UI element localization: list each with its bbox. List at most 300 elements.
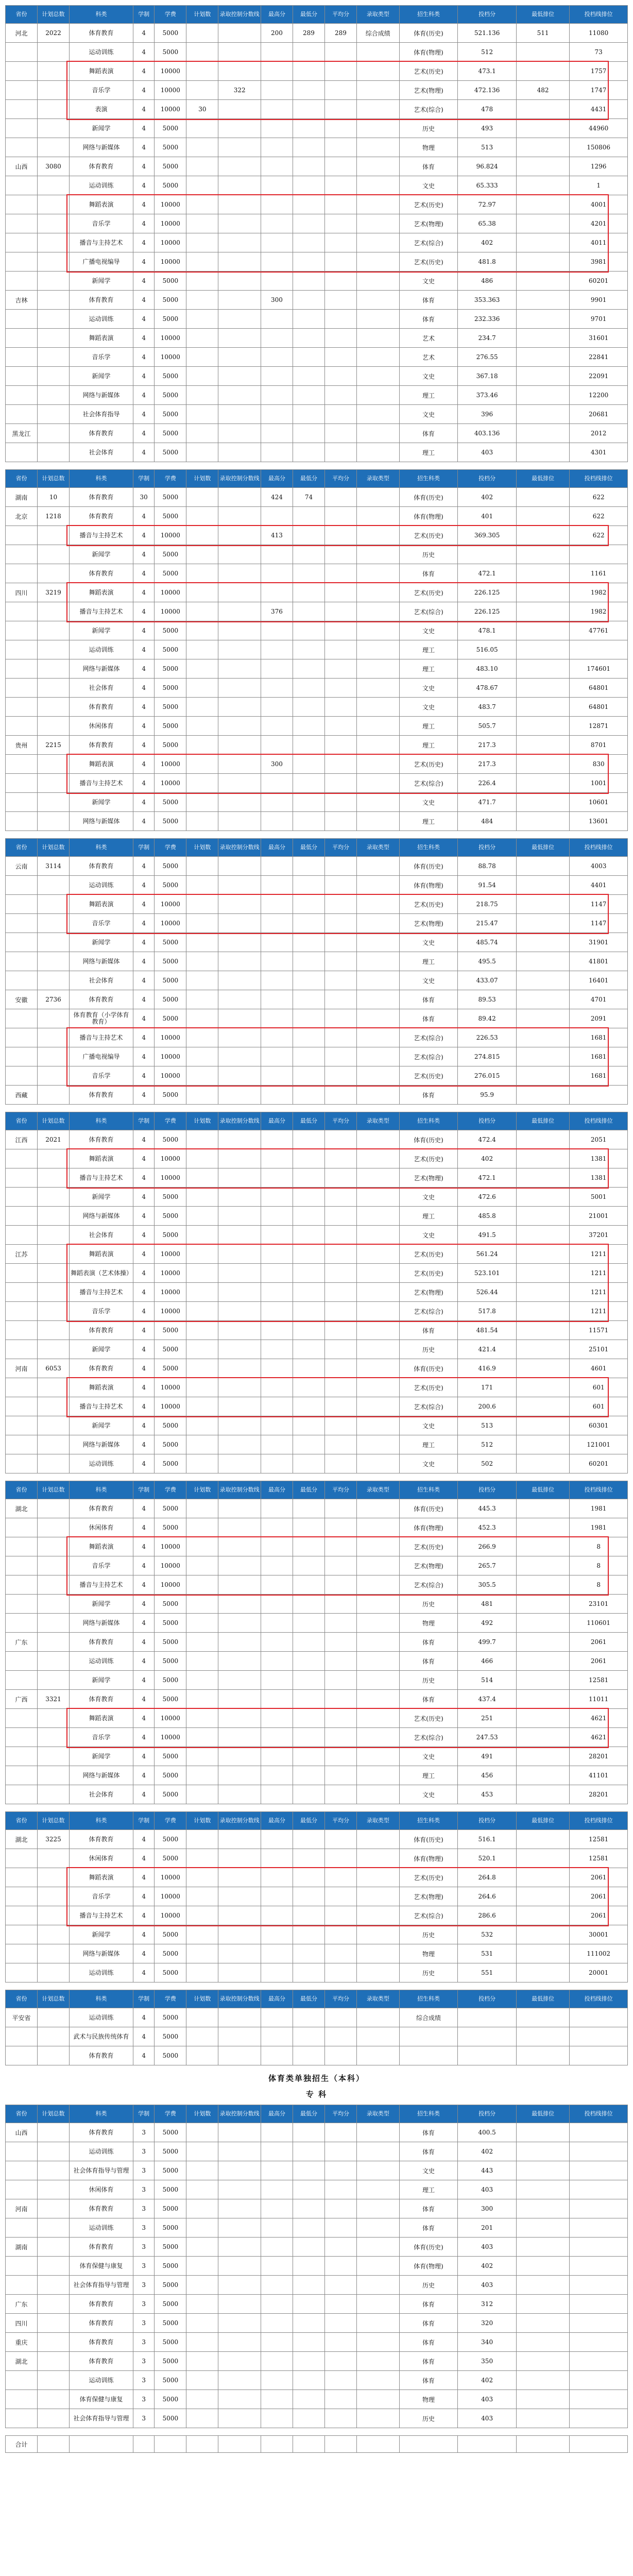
column-header: 录取类型 bbox=[356, 1812, 399, 1830]
table-cell bbox=[324, 1302, 356, 1321]
table-cell: 湖南 bbox=[6, 2238, 38, 2257]
table-cell bbox=[218, 1595, 261, 1614]
column-header: 平均分 bbox=[324, 1812, 356, 1830]
column-header: 省份 bbox=[6, 6, 38, 24]
table-cell bbox=[38, 1302, 70, 1321]
table-cell bbox=[356, 2238, 399, 2257]
table-cell: 4 bbox=[133, 1575, 155, 1595]
table-cell bbox=[261, 1359, 293, 1378]
table-cell bbox=[516, 990, 569, 1009]
table-cell: 体育 bbox=[399, 1086, 458, 1105]
table-cell: 5000 bbox=[155, 1690, 186, 1709]
table-cell: 表演 bbox=[70, 100, 133, 119]
table-cell bbox=[218, 1518, 261, 1537]
table-cell: 山西 bbox=[6, 157, 38, 176]
table-cell: 艺术(物理) bbox=[399, 1556, 458, 1575]
table-cell bbox=[516, 1207, 569, 1226]
table-cell bbox=[293, 793, 324, 812]
table-cell bbox=[261, 1028, 293, 1047]
table-cell bbox=[516, 1066, 569, 1086]
table-cell: 5000 bbox=[155, 1671, 186, 1690]
table-cell bbox=[324, 2123, 356, 2142]
table-cell bbox=[516, 2390, 569, 2409]
table-cell bbox=[570, 2295, 628, 2314]
table-cell: 体育(物理) bbox=[399, 507, 458, 526]
table-cell: 休闲体育 bbox=[70, 1518, 133, 1537]
table-cell: 江苏 bbox=[6, 1245, 38, 1264]
table-cell: 体育 bbox=[399, 291, 458, 310]
table-cell bbox=[324, 1264, 356, 1283]
table-cell bbox=[356, 43, 399, 62]
table-cell: 200.6 bbox=[458, 1397, 517, 1416]
table-cell bbox=[186, 1066, 218, 1086]
table-cell: 5000 bbox=[155, 1130, 186, 1149]
table-row bbox=[6, 119, 628, 138]
column-header: 投档分 bbox=[458, 6, 517, 24]
table-cell: 5000 bbox=[155, 2409, 186, 2428]
table-cell bbox=[293, 367, 324, 386]
table-cell bbox=[218, 1416, 261, 1435]
table-cell: 5000 bbox=[155, 2142, 186, 2161]
table-cell bbox=[6, 1283, 38, 1302]
table-cell bbox=[516, 1321, 569, 1340]
table-cell bbox=[293, 2371, 324, 2390]
table-cell: 艺术(历史) bbox=[399, 895, 458, 914]
admissions-table bbox=[5, 1811, 628, 1982]
table-row bbox=[6, 812, 628, 831]
table-cell bbox=[516, 1747, 569, 1766]
table-cell bbox=[516, 1168, 569, 1188]
table-cell: 艺术(综合) bbox=[399, 233, 458, 252]
table-cell: 421.4 bbox=[458, 1340, 517, 1359]
table-cell: 5000 bbox=[155, 990, 186, 1009]
table-cell: 4 bbox=[133, 1321, 155, 1340]
table-cell: 1218 bbox=[38, 507, 70, 526]
table-cell bbox=[186, 2257, 218, 2276]
table-row bbox=[6, 1709, 628, 1728]
table-cell bbox=[293, 1499, 324, 1518]
table-cell: 5000 bbox=[155, 1188, 186, 1207]
column-header: 学制 bbox=[133, 6, 155, 24]
table-cell bbox=[218, 1849, 261, 1868]
table-cell bbox=[356, 774, 399, 793]
table-cell: 理工 bbox=[399, 1207, 458, 1226]
table-cell bbox=[38, 1575, 70, 1595]
table-cell bbox=[293, 2333, 324, 2352]
admissions-sheet bbox=[5, 5, 628, 2453]
table-cell bbox=[516, 1188, 569, 1207]
table-cell bbox=[293, 1690, 324, 1709]
table-cell bbox=[261, 1785, 293, 1804]
block-zhuanke bbox=[5, 2105, 628, 2428]
table-cell bbox=[570, 2333, 628, 2352]
table-cell bbox=[516, 348, 569, 367]
table-cell bbox=[261, 2390, 293, 2409]
table-cell bbox=[186, 1047, 218, 1066]
table-cell bbox=[324, 2295, 356, 2314]
table-cell bbox=[324, 1690, 356, 1709]
table-cell bbox=[356, 405, 399, 424]
table-cell: 12581 bbox=[570, 1849, 628, 1868]
table-cell: 体育教育 bbox=[70, 736, 133, 755]
table-row bbox=[6, 1454, 628, 1473]
table-cell bbox=[133, 2436, 155, 2453]
table-cell bbox=[516, 329, 569, 348]
table-cell bbox=[324, 812, 356, 831]
table-cell: 体育(物理) bbox=[399, 43, 458, 62]
table-cell bbox=[186, 1378, 218, 1397]
table-cell bbox=[218, 2390, 261, 2409]
table-cell: 322 bbox=[218, 81, 261, 100]
table-cell: 8 bbox=[570, 1537, 628, 1556]
table-cell bbox=[186, 1868, 218, 1887]
table-cell bbox=[516, 1340, 569, 1359]
table-cell bbox=[356, 424, 399, 443]
table-cell bbox=[324, 367, 356, 386]
table-cell bbox=[293, 2142, 324, 2161]
table-cell bbox=[261, 933, 293, 952]
column-header: 计划数 bbox=[186, 839, 218, 857]
table-cell: 5000 bbox=[155, 621, 186, 640]
table-row bbox=[6, 1785, 628, 1804]
table-cell bbox=[6, 1537, 38, 1556]
table-cell: 4 bbox=[133, 933, 155, 952]
table-row bbox=[6, 621, 628, 640]
table-cell: 体育(历史) bbox=[399, 1130, 458, 1149]
table-cell bbox=[261, 1595, 293, 1614]
table-cell bbox=[38, 2371, 70, 2390]
column-header: 投档线排位 bbox=[570, 839, 628, 857]
table-cell bbox=[261, 2333, 293, 2352]
table-cell bbox=[356, 2180, 399, 2199]
table-row bbox=[6, 1086, 628, 1105]
table-row bbox=[6, 81, 628, 100]
table-cell: 音乐学 bbox=[70, 1887, 133, 1906]
column-header: 学费 bbox=[155, 470, 186, 488]
table-cell: 4701 bbox=[570, 990, 628, 1009]
table-cell: 4 bbox=[133, 1830, 155, 1849]
table-cell bbox=[516, 1728, 569, 1747]
table-cell bbox=[324, 1830, 356, 1849]
table-cell bbox=[218, 443, 261, 462]
header-row bbox=[6, 839, 628, 857]
table-cell: 4 bbox=[133, 291, 155, 310]
table-cell bbox=[38, 1188, 70, 1207]
table-cell bbox=[38, 1614, 70, 1633]
table-cell: 3321 bbox=[38, 1690, 70, 1709]
table-cell: 湖北 bbox=[6, 1499, 38, 1518]
table-cell bbox=[218, 24, 261, 43]
table-cell bbox=[516, 952, 569, 971]
table-cell: 网络与新媒体 bbox=[70, 1614, 133, 1633]
table-cell bbox=[261, 640, 293, 659]
table-cell bbox=[186, 81, 218, 100]
table-cell bbox=[218, 348, 261, 367]
table-cell: 舞蹈表演（艺术体操） bbox=[70, 1264, 133, 1283]
table-cell bbox=[356, 2027, 399, 2046]
table-cell bbox=[516, 2276, 569, 2295]
table-cell: 217.3 bbox=[458, 736, 517, 755]
table-cell: 8701 bbox=[570, 736, 628, 755]
table-cell bbox=[6, 100, 38, 119]
table-cell bbox=[218, 1302, 261, 1321]
table-cell: 西藏 bbox=[6, 1086, 38, 1105]
table-cell: 体育教育 bbox=[70, 1086, 133, 1105]
table-cell bbox=[516, 1130, 569, 1149]
table-cell bbox=[186, 1028, 218, 1047]
table-cell: 266.9 bbox=[458, 1537, 517, 1556]
table-cell bbox=[516, 1652, 569, 1671]
table-cell bbox=[293, 1435, 324, 1454]
table-cell: 网络与新媒体 bbox=[70, 952, 133, 971]
table-cell: 网络与新媒体 bbox=[70, 386, 133, 405]
table-cell bbox=[293, 2409, 324, 2428]
table-cell: 28201 bbox=[570, 1785, 628, 1804]
table-cell: 播音与主持艺术 bbox=[70, 233, 133, 252]
table-cell bbox=[186, 812, 218, 831]
table-cell bbox=[516, 1671, 569, 1690]
table-cell: 499.7 bbox=[458, 1633, 517, 1652]
table-cell: 5000 bbox=[155, 545, 186, 564]
table-cell: 4 bbox=[133, 1264, 155, 1283]
table-cell: 5000 bbox=[155, 2027, 186, 2046]
table-cell bbox=[324, 2046, 356, 2065]
header-row bbox=[6, 1990, 628, 2008]
table-cell: 73 bbox=[570, 43, 628, 62]
table-cell: 体育(物理) bbox=[399, 1518, 458, 1537]
table-cell bbox=[324, 1378, 356, 1397]
table-cell bbox=[38, 793, 70, 812]
table-cell: 265.7 bbox=[458, 1556, 517, 1575]
table-cell bbox=[293, 1264, 324, 1283]
table-cell bbox=[570, 2142, 628, 2161]
table-cell bbox=[38, 2333, 70, 2352]
table-cell bbox=[293, 876, 324, 895]
table-cell: 513 bbox=[458, 138, 517, 157]
column-header: 录取类型 bbox=[356, 470, 399, 488]
column-header: 招生科类 bbox=[399, 1812, 458, 1830]
table-cell bbox=[38, 621, 70, 640]
table-cell bbox=[186, 952, 218, 971]
table-cell bbox=[324, 698, 356, 717]
table-cell bbox=[186, 2046, 218, 2065]
table-cell bbox=[38, 1766, 70, 1785]
table-cell: 466 bbox=[458, 1652, 517, 1671]
table-cell bbox=[186, 443, 218, 462]
table-cell bbox=[356, 195, 399, 214]
table-cell: 4 bbox=[133, 1086, 155, 1105]
table-cell: 10000 bbox=[155, 1906, 186, 1925]
column-header: 省份 bbox=[6, 839, 38, 857]
table-cell bbox=[186, 1168, 218, 1188]
table-row bbox=[6, 310, 628, 329]
table-cell: 4301 bbox=[570, 443, 628, 462]
table-cell: 音乐学 bbox=[70, 1302, 133, 1321]
table-cell bbox=[324, 1130, 356, 1149]
table-cell bbox=[218, 43, 261, 62]
table-cell: 350 bbox=[458, 2352, 517, 2371]
table-cell bbox=[261, 1868, 293, 1887]
table-cell: 4 bbox=[133, 895, 155, 914]
table-cell bbox=[356, 1397, 399, 1416]
table-cell bbox=[38, 100, 70, 119]
table-cell bbox=[293, 443, 324, 462]
table-cell: 226.125 bbox=[458, 602, 517, 621]
table-cell bbox=[38, 952, 70, 971]
table-cell: 622 bbox=[570, 526, 628, 545]
table-cell bbox=[218, 2123, 261, 2142]
table-cell: 520.1 bbox=[458, 1849, 517, 1868]
table-cell: 4 bbox=[133, 1340, 155, 1359]
table-cell bbox=[324, 583, 356, 602]
table-cell: 4003 bbox=[570, 857, 628, 876]
table-cell: 495.5 bbox=[458, 952, 517, 971]
table-cell: 10000 bbox=[155, 1378, 186, 1397]
table-cell bbox=[38, 717, 70, 736]
table-cell: 5000 bbox=[155, 2046, 186, 2065]
table-cell bbox=[6, 1747, 38, 1766]
table-cell bbox=[38, 81, 70, 100]
table-cell: 体育(历史) bbox=[399, 24, 458, 43]
column-header: 学制 bbox=[133, 1990, 155, 2008]
table-cell: 472.6 bbox=[458, 1188, 517, 1207]
table-cell: 369.305 bbox=[458, 526, 517, 545]
table-cell bbox=[6, 564, 38, 583]
table-cell bbox=[218, 119, 261, 138]
table-cell: 64801 bbox=[570, 679, 628, 698]
table-cell: 5000 bbox=[155, 1499, 186, 1518]
table-row bbox=[6, 1595, 628, 1614]
table-cell bbox=[186, 2161, 218, 2180]
table-row bbox=[6, 2314, 628, 2333]
table-cell bbox=[38, 640, 70, 659]
table-cell: 320 bbox=[458, 2314, 517, 2333]
table-cell bbox=[218, 774, 261, 793]
table-cell: 20001 bbox=[570, 1963, 628, 1982]
table-cell bbox=[356, 812, 399, 831]
column-header: 录取类型 bbox=[356, 1112, 399, 1130]
table-cell: 2061 bbox=[570, 1887, 628, 1906]
table-cell: 2051 bbox=[570, 1130, 628, 1149]
column-header: 录取控制分数线 bbox=[218, 1481, 261, 1499]
table-cell bbox=[356, 2008, 399, 2027]
table-cell bbox=[38, 2046, 70, 2065]
table-cell: 理工 bbox=[399, 717, 458, 736]
table-cell bbox=[293, 895, 324, 914]
table-cell: 社会体育指导与管理 bbox=[70, 2276, 133, 2295]
table-cell: 5001 bbox=[570, 1188, 628, 1207]
table-row bbox=[6, 793, 628, 812]
column-header: 投档分 bbox=[458, 1990, 517, 2008]
table-cell bbox=[218, 895, 261, 914]
table-cell bbox=[324, 2180, 356, 2199]
table-row bbox=[6, 2409, 628, 2428]
table-cell bbox=[218, 424, 261, 443]
table-row bbox=[6, 348, 628, 367]
table-cell bbox=[516, 43, 569, 62]
table-row bbox=[6, 2352, 628, 2371]
table-cell: 体育保健与康复 bbox=[70, 2390, 133, 2409]
table-cell bbox=[293, 914, 324, 933]
table-cell bbox=[324, 1614, 356, 1633]
table-cell bbox=[218, 755, 261, 774]
table-cell bbox=[38, 367, 70, 386]
table-cell bbox=[516, 1226, 569, 1245]
table-cell bbox=[261, 971, 293, 990]
table-cell: 312 bbox=[458, 2295, 517, 2314]
header-row bbox=[6, 1481, 628, 1499]
table-cell bbox=[356, 736, 399, 755]
table-cell: 体育(物理) bbox=[399, 876, 458, 895]
table-cell: 47761 bbox=[570, 621, 628, 640]
table-cell bbox=[218, 2238, 261, 2257]
table-cell: 理工 bbox=[399, 1766, 458, 1785]
table-cell bbox=[261, 1556, 293, 1575]
table-cell: 4 bbox=[133, 1747, 155, 1766]
table-cell bbox=[218, 488, 261, 507]
table-cell: 体育(历史) bbox=[399, 1830, 458, 1849]
table-cell: 4 bbox=[133, 1283, 155, 1302]
table-cell bbox=[261, 138, 293, 157]
header-row bbox=[6, 470, 628, 488]
table-cell bbox=[6, 1785, 38, 1804]
table-cell bbox=[261, 195, 293, 214]
table-cell bbox=[186, 1747, 218, 1766]
table-row bbox=[6, 2238, 628, 2257]
table-cell bbox=[38, 176, 70, 195]
table-cell bbox=[261, 736, 293, 755]
table-cell bbox=[356, 119, 399, 138]
table-cell bbox=[324, 443, 356, 462]
table-cell bbox=[218, 1086, 261, 1105]
table-cell bbox=[570, 640, 628, 659]
table-cell bbox=[324, 1086, 356, 1105]
table-cell bbox=[261, 1728, 293, 1747]
admissions-table bbox=[5, 1112, 628, 1473]
table-cell bbox=[218, 1906, 261, 1925]
table-cell: 4001 bbox=[570, 195, 628, 214]
table-cell bbox=[38, 1556, 70, 1575]
table-cell: 4 bbox=[133, 857, 155, 876]
table-cell bbox=[356, 933, 399, 952]
table-cell: 艺术(历史) bbox=[399, 1264, 458, 1283]
table-cell: 13601 bbox=[570, 812, 628, 831]
table-cell: 休闲体育 bbox=[70, 717, 133, 736]
table-cell: 社会体育指导与管理 bbox=[70, 2161, 133, 2180]
table-cell: 10 bbox=[38, 488, 70, 507]
table-cell bbox=[38, 1944, 70, 1963]
table-cell bbox=[261, 1766, 293, 1785]
table-cell: 运动训练 bbox=[70, 310, 133, 329]
table-cell bbox=[6, 1652, 38, 1671]
table-cell: 播音与主持艺术 bbox=[70, 1283, 133, 1302]
table-cell: 历史 bbox=[399, 1340, 458, 1359]
table-cell: 453 bbox=[458, 1785, 517, 1804]
table-cell bbox=[261, 367, 293, 386]
column-header: 学制 bbox=[133, 2105, 155, 2123]
table-cell bbox=[6, 1207, 38, 1226]
table-cell: 5000 bbox=[155, 2314, 186, 2333]
table-cell: 运动训练 bbox=[70, 876, 133, 895]
table-cell: 艺术(综合) bbox=[399, 1728, 458, 1747]
table-cell: 艺术(历史) bbox=[399, 252, 458, 272]
table-cell bbox=[218, 1226, 261, 1245]
table-cell: 新闻学 bbox=[70, 1595, 133, 1614]
table-cell: 舞蹈表演 bbox=[70, 1537, 133, 1556]
table-cell bbox=[38, 602, 70, 621]
table-cell bbox=[570, 2123, 628, 2142]
table-cell bbox=[293, 272, 324, 291]
